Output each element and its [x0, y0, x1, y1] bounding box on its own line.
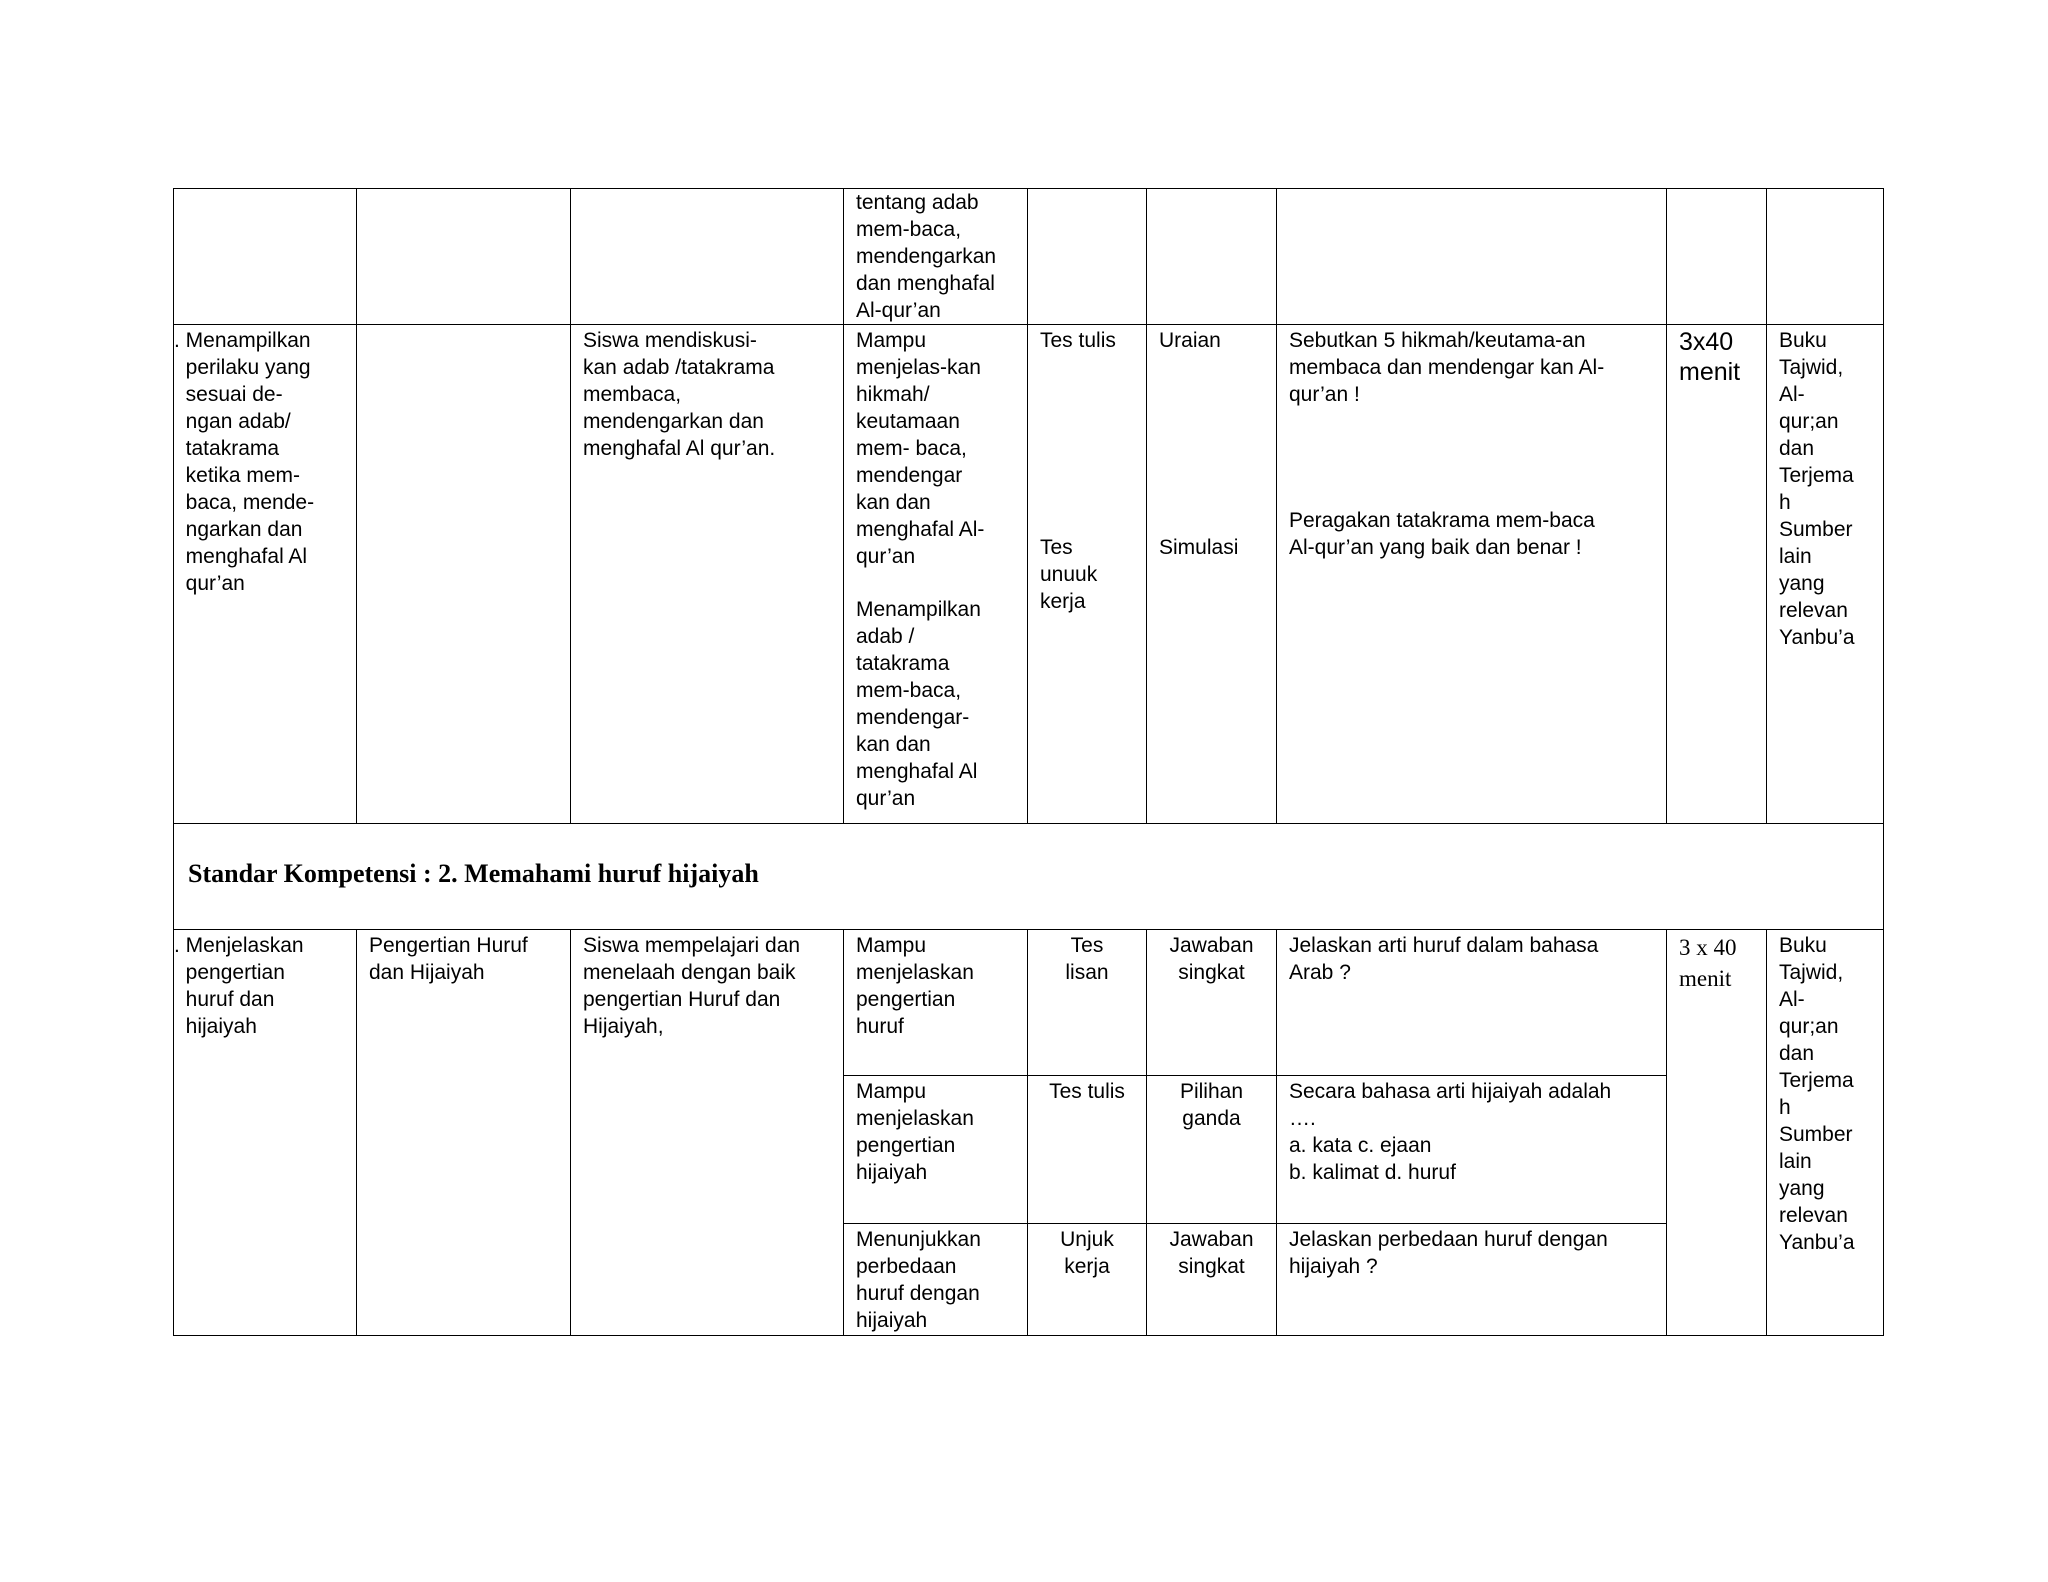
cell-indikator: tentang adab mem-baca, mendengarkan dan menghafal Al-qur’an [844, 189, 1028, 325]
cell-bentuk: Jawaban singkat [1147, 930, 1277, 1076]
cell-sumber: Buku Tajwid, Al- qur;an dan Terjema h Sumber lain yang relevan Yanbu’a [1767, 325, 1884, 824]
cell-indikator: Mampu menjelaskan pengertian huruf [844, 930, 1028, 1076]
cell-indikator: Mampu menjelaskan pengertian hijaiyah [844, 1076, 1028, 1224]
cell-kd-empty [174, 189, 357, 325]
cell-bentuk: Pilihan ganda [1147, 1076, 1277, 1224]
instrumen-text-2: Peragakan tatakrama mem-baca Al-qur’an yang baik dan benar ! [1289, 509, 1595, 559]
cell-waktu-empty [1667, 189, 1767, 325]
cell-teknik: Tes tulis [1028, 1076, 1147, 1224]
cell-instrumen: Jelaskan arti huruf dalam bahasa Arab ? [1277, 930, 1667, 1076]
cell-materi-empty [357, 325, 571, 824]
cell-teknik: Unjuk kerja [1028, 1224, 1147, 1336]
cell-bentuk [1147, 325, 1277, 824]
cell-instrumen-empty [1277, 189, 1667, 325]
cell-teknik: Tes lisan [1028, 930, 1147, 1076]
cell-kompetensi-dasar: . Menjelaskan pengertian huruf dan hijaiyah [174, 930, 357, 1336]
cell-kompetensi-dasar: . Menampilkan perilaku yang sesuai de- ngan adab/ tatakrama ketika mem- baca, mende- ngarkan dan menghafal Al qur’an [174, 325, 357, 824]
cell-instrumen: Jelaskan perbedaan huruf dengan hijaiyah ? [1277, 1224, 1667, 1336]
indikator-text-1: Mampu menjelas-kan hikmah/ keutamaan mem- baca, mendengar kan dan menghafal Al- qur’an [856, 329, 985, 568]
cell-sumber: Buku Tajwid, Al- qur;an dan Terjema h Sumber lain yang relevan Yanbu’a [1767, 930, 1884, 1336]
cell-teknik-empty [1028, 189, 1147, 325]
table-row [174, 824, 1884, 930]
cell-kegiatan: Siswa mempelajari dan menelaah dengan baik pengertian Huruf dan Hijaiyah, [571, 930, 844, 1336]
cell-bentuk-empty [1147, 189, 1277, 325]
bentuk-text-1: Uraian [1159, 329, 1221, 352]
instrumen-text-1: Sebutkan 5 hikmah/keutama-an membaca dan mendengar kan Al- qur’an ! [1289, 329, 1605, 406]
section-heading: Standar Kompetensi : 2. Memahami huruf hijaiyah [174, 824, 1884, 930]
cell-instrumen: Secara bahasa arti hijaiyah adalah …. a. kata c. ejaan b. kalimat d. huruf [1277, 1076, 1667, 1224]
table-row [174, 325, 1884, 824]
cell-kegiatan-empty [571, 189, 844, 325]
cell-materi: Pengertian Huruf dan Hijaiyah [357, 930, 571, 1336]
table-row [174, 189, 1884, 325]
cell-teknik [1028, 325, 1147, 824]
cell-waktu: 3 x 40 menit [1667, 930, 1767, 1336]
table-row [174, 930, 1884, 1076]
indikator-text-2: Menampilkan adab / tatakrama mem-baca, mendengar- kan dan menghafal Al qur’an [856, 598, 981, 810]
cell-instrumen [1277, 325, 1667, 824]
cell-waktu: 3x40 menit [1667, 325, 1767, 824]
teknik-text-1: Tes tulis [1040, 329, 1116, 352]
cell-bentuk: Jawaban singkat [1147, 1224, 1277, 1336]
teknik-text-2: Tes unuuk kerja [1040, 536, 1098, 613]
syllabus-table [173, 188, 1884, 1336]
cell-indikator [844, 325, 1028, 824]
cell-indikator: Menunjukkan perbedaan huruf dengan hijaiyah [844, 1224, 1028, 1336]
bentuk-text-2: Simulasi [1159, 536, 1239, 559]
cell-kegiatan: Siswa mendiskusi- kan adab /tatakrama membaca, mendengarkan dan menghafal Al qur’an. [571, 325, 844, 824]
cell-materi-empty [357, 189, 571, 325]
cell-sumber-empty [1767, 189, 1884, 325]
